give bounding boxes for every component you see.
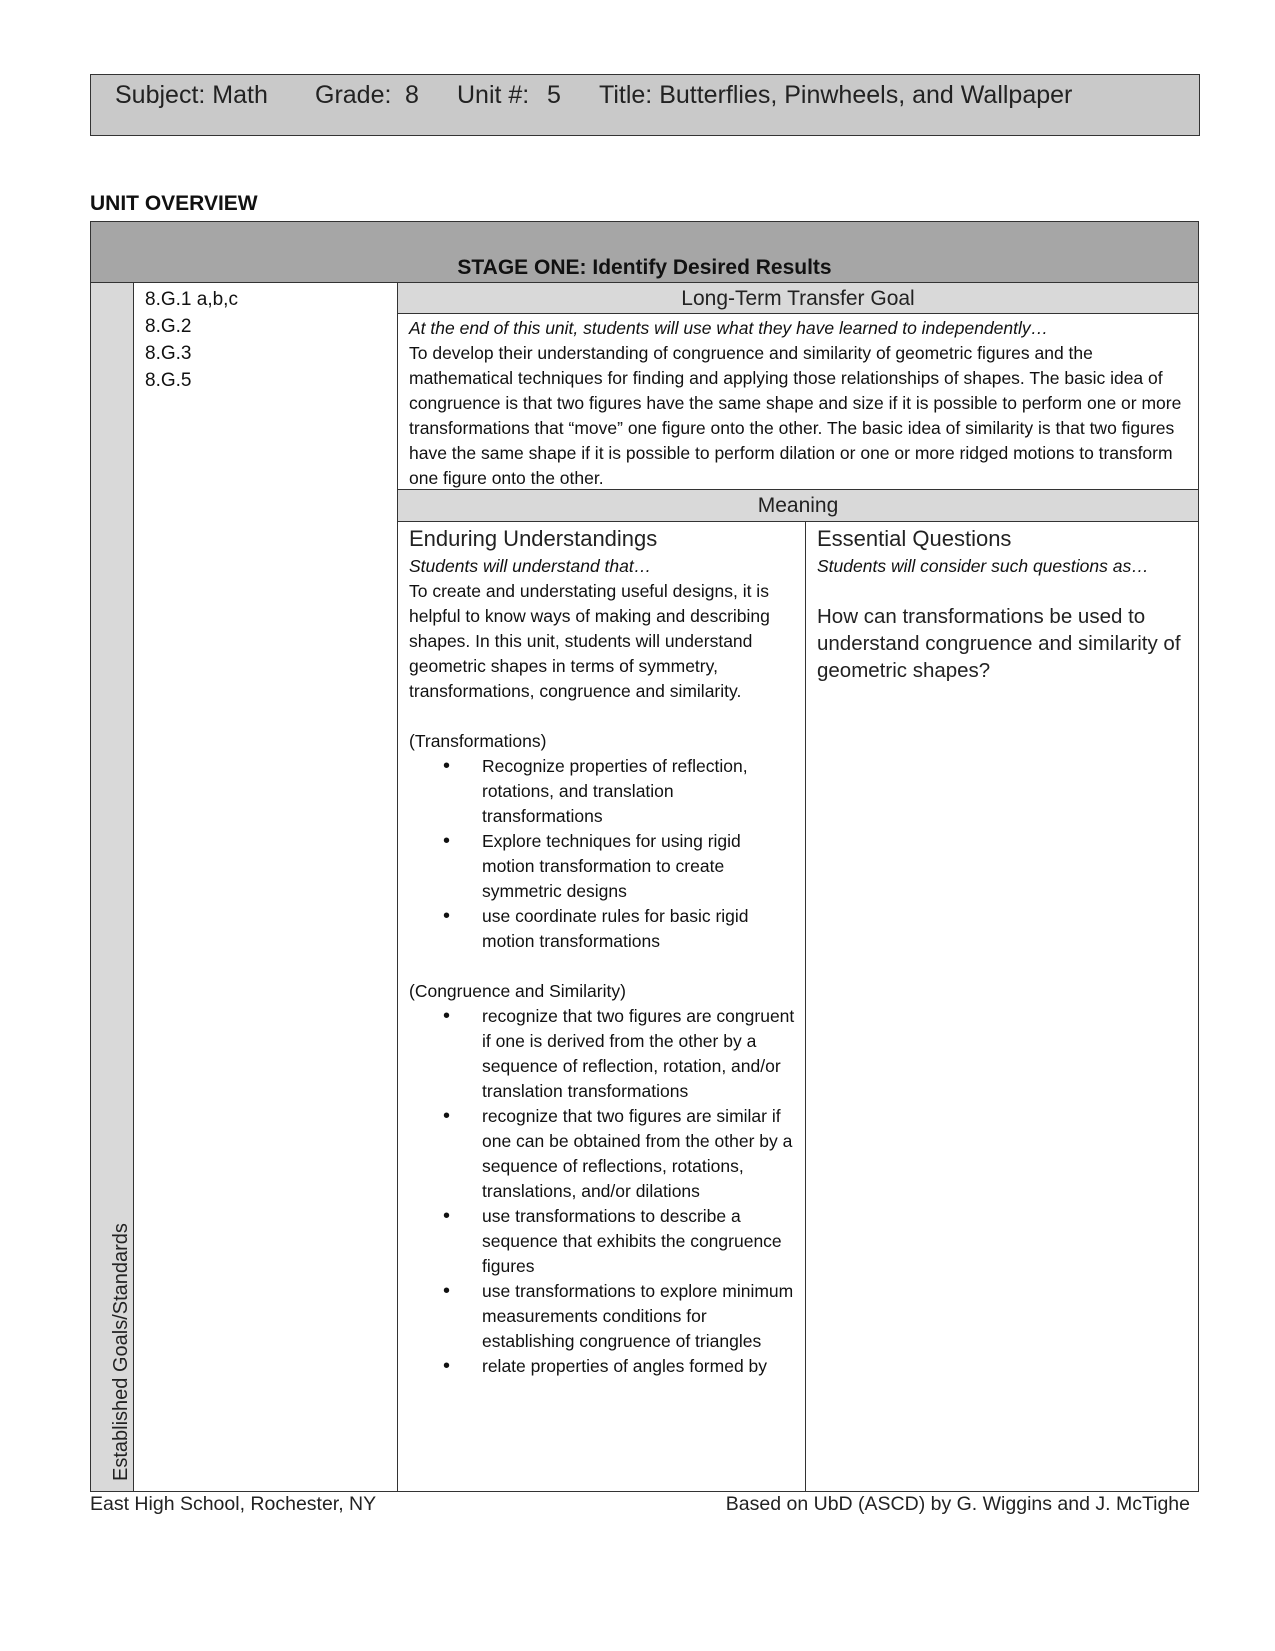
transfer-goal-text: To develop their understanding of congruence and similarity of geometric figures and the mathematical techniques for finding and applying those relationships of shapes. The basic idea of congruence is that two figures have the same shape and size if it is possible to perform one or more transformations that “move” one figure onto the other. The basic idea of similarity is that two figures have the same shape if it is possible to perform dilation or one or more ridged motions to transform one figure onto the other. [409, 343, 1182, 488]
standard-item: 8.G.2 [145, 316, 192, 337]
grade-label: Grade: [315, 81, 392, 109]
standard-item: 8.G.5 [145, 370, 192, 391]
enduring-understandings [398, 522, 806, 1491]
standard-item: 8.G.1 a,b,c [145, 289, 238, 310]
list-item: • use transformations to describe a sequence that exhibits the congruence figures [409, 1204, 797, 1279]
footer-school: East High School, Rochester, NY [90, 1493, 377, 1515]
list-item: • recognize that two figures are congruent if one is derived from the other by a sequence of reflection, rotation, and/or translation transformations [409, 1004, 797, 1104]
unit-value: 5 [547, 81, 561, 109]
standard-item: 8.G.3 [145, 343, 192, 364]
understandings-text: To create and understating useful designs, it is helpful to know ways of making and describing shapes. In this unit, students will understand geometric shapes in terms of symmetry, transformations, congruence and similarity. [409, 581, 770, 701]
list-item: • use transformations to explore minimum measurements conditions for establishing congruence of triangles [409, 1279, 797, 1354]
transfer-goal-body [398, 314, 1198, 490]
goals-column [91, 283, 134, 1491]
understandings-heading: Enduring Understandings [409, 526, 658, 551]
standards-list [134, 283, 398, 1491]
essential-questions [806, 522, 1198, 1491]
unit-label: Unit #: [457, 81, 530, 109]
essential-question: How can transformations be used to understand congruence and similarity of geometric shapes? [817, 605, 1181, 682]
transformations-list [409, 754, 797, 954]
unit-header [90, 74, 1200, 136]
subject-label: Subject: Math [115, 81, 268, 109]
goals-label: Established Goals/Standards [110, 1223, 132, 1481]
congruence-list [409, 1004, 797, 1379]
stage-title: STAGE ONE: Identify Desired Results [91, 222, 1198, 283]
understandings-intro: Students will understand that… [409, 556, 652, 576]
stage-one-table [90, 221, 1199, 1492]
transfer-goal-intro: At the end of this unit, students will use what they have learned to independently… [409, 318, 1049, 338]
list-item: • relate properties of angles formed by [409, 1354, 797, 1379]
list-item: • use coordinate rules for basic rigid motion transformations [409, 904, 797, 954]
questions-heading: Essential Questions [817, 526, 1012, 551]
section-title: UNIT OVERVIEW [90, 192, 258, 215]
meaning-heading: Meaning [398, 490, 1198, 522]
grade-value: 8 [405, 81, 419, 109]
transformations-heading: (Transformations) [409, 731, 547, 751]
results-area [398, 283, 1198, 1491]
list-item: • Recognize properties of reflection, rotations, and translation transformations [409, 754, 797, 829]
list-item: • recognize that two figures are similar if one can be obtained from the other by a sequence of reflections, rotations, translations, and/or dilations [409, 1104, 797, 1204]
list-item: • Explore techniques for using rigid motion transformation to create symmetric designs [409, 829, 797, 904]
transfer-goal-heading: Long-Term Transfer Goal [398, 283, 1198, 314]
congruence-heading: (Congruence and Similarity) [409, 981, 626, 1001]
unit-title: Title: Butterflies, Pinwheels, and Wallpaper [599, 81, 1073, 109]
footer-attribution: Based on UbD (ASCD) by G. Wiggins and J. McTighe [725, 1493, 1190, 1515]
questions-intro: Students will consider such questions as… [817, 556, 1149, 576]
